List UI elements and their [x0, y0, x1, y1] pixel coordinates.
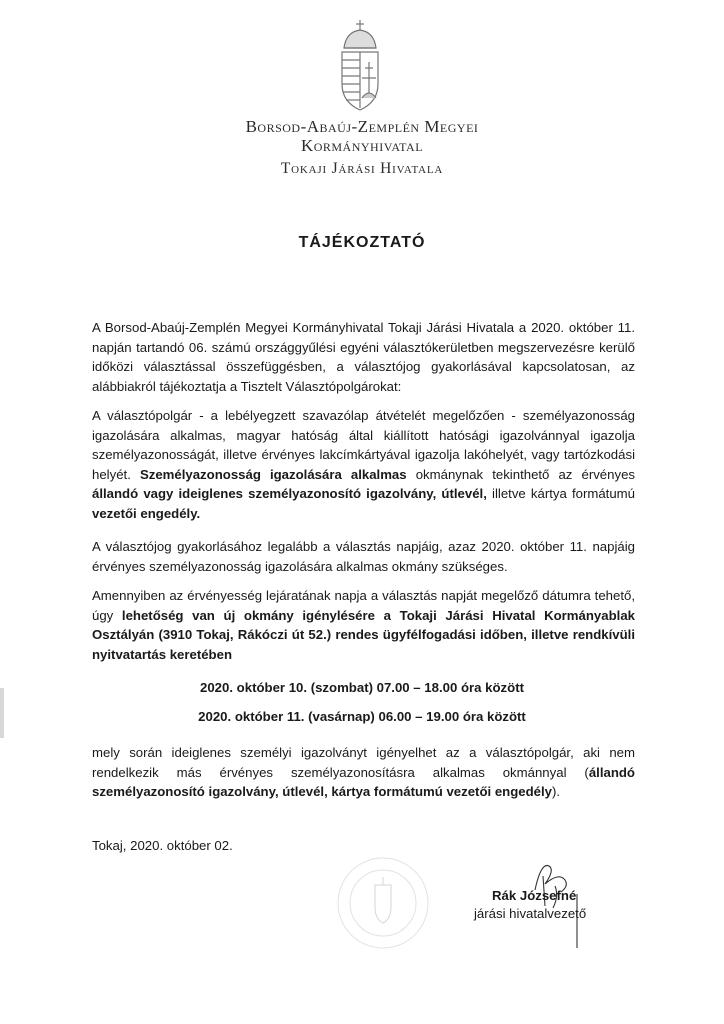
text-run: A választópolgár - a lebélyegzett szavazólap átvételét megelőzően - személyazonosság igazolására alkalmas, magyar hatóság által kiállított hatósági igazolvánnyal igazolja személyazonosságát, illetve érvényes lakcímkártyával igazolja lakóhelyét, vagy tartózkodási helyét. — [92, 408, 635, 482]
signer-name: Rák Józsefné — [492, 888, 577, 903]
paragraph-intro — [92, 318, 635, 396]
round-stamp-icon — [335, 855, 431, 951]
text-run: ). — [552, 784, 561, 799]
paragraph-temporary-id-text — [92, 743, 635, 802]
office-name: Tokaji Járási Hivatala — [280, 160, 444, 177]
place-and-date: Tokaj, 2020. október 02. — [92, 838, 233, 853]
scan-edge-mark — [0, 688, 4, 738]
coat-of-arms-icon — [332, 18, 388, 114]
organization-name-line2: Kormányhivatal — [300, 136, 424, 155]
text-run: illetve kártya formátumú — [486, 486, 635, 501]
signer-role: járási hivatalvezető — [474, 906, 587, 921]
bold-text-run: állandó személyazonosító igazolvány, útlevél, kártya formátumú vezetői engedély — [92, 764, 635, 799]
document-title: TÁJÉKOZTATÓ — [298, 234, 426, 251]
paragraph-identification-text — [92, 406, 635, 523]
text-run: Amennyiben az érvényesség lejáratának napja a választás napját megelőző dátumra tehető, úgy — [92, 588, 635, 623]
text-run: okmánynak tekinthető az érvényes — [406, 466, 635, 482]
organization-name-line1: Borsod-Abaúj-Zemplén Megyei — [245, 117, 479, 136]
bold-text-run: Személyazonosság igazolására alkalmas — [139, 466, 407, 482]
bold-text-run: vezetői engedély. — [92, 505, 201, 521]
paragraph-renewal — [92, 586, 635, 664]
paragraph-temporary-id — [92, 743, 635, 802]
paragraph-identification — [92, 406, 635, 523]
paragraph-validity-text: A választójog gyakorlásához legalább a választás napjáig, azaz 2020. október 11. napjáig érvényes személyazonosság igazolására alkalmas okmány szükséges. — [92, 539, 635, 574]
opening-hours-saturday: 2020. október 10. (szombat) 07.00 – 18.00 óra között — [200, 680, 524, 695]
paragraph-renewal-text — [92, 586, 635, 664]
text-run: mely során ideiglenes személyi igazolványt igényelhet az a választópolgár, aki nem rendelkezik más érvényes személyazonosításra alkalmas okmánnyal ( — [92, 745, 635, 780]
bold-text-run: lehetőség van új okmány igénylésére a Tokaji Járási Hivatal Kormányablak Osztályán (3910 Tokaj, Rákóczi út 52.) rendes ügyfélfogadási időben, illetve rendkívüli nyitvatartás keretében — [92, 607, 635, 662]
opening-hours-sunday: 2020. október 11. (vasárnap) 06.00 – 19.00 óra között — [198, 709, 526, 724]
paragraph-validity — [92, 537, 635, 576]
bold-text-run: állandó vagy ideiglenes személyazonosító igazolvány, útlevél, — [92, 486, 487, 501]
paragraph-intro-text: A Borsod-Abaúj-Zemplén Megyei Kormányhivatal Tokaji Járási Hivatala a 2020. október 11. napján tartandó 06. számú országgyűlési egyéni választókerületben megszervezésre kerülő időközi választással összefüggésben, a választójog gyakorlásával kapcsolatosan, az alábbiakról tájékoztatja a Tisztelt Választópolgárokat: — [92, 320, 635, 394]
